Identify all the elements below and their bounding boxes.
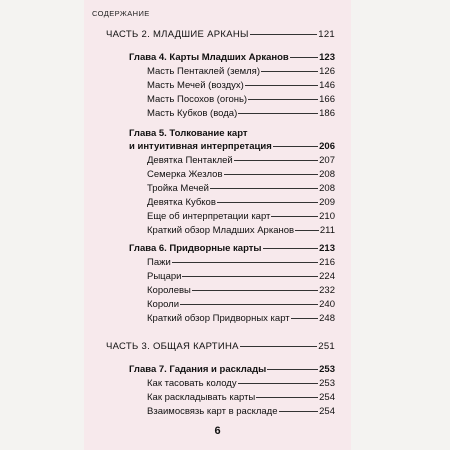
toc-item[interactable] (147, 183, 335, 195)
toc-item[interactable] (147, 169, 335, 181)
toc-entry-title: Масть Мечей (воздух) (147, 80, 244, 91)
toc-entry-page: 254 (319, 406, 335, 417)
toc-entry-page: 248 (319, 313, 335, 324)
leader-line (290, 57, 318, 58)
toc-entry-title: Как тасовать колоду (147, 378, 237, 389)
toc-item[interactable] (147, 271, 335, 283)
toc-entry-title: Как раскладывать карты (147, 392, 256, 403)
toc-item[interactable] (147, 392, 335, 404)
toc-item[interactable] (147, 257, 335, 269)
toc-item[interactable] (147, 197, 335, 209)
toc-entry-title: Девятка Пентаклей (147, 155, 233, 166)
toc-entry-page: 208 (319, 183, 335, 194)
leader-line (240, 346, 317, 347)
leader-line (180, 304, 318, 305)
toc-item[interactable] (147, 155, 335, 167)
toc-item[interactable] (147, 285, 335, 297)
toc-item[interactable] (147, 94, 335, 106)
leader-line (217, 202, 318, 203)
leader-line (250, 34, 318, 35)
toc-chapter-5[interactable] (129, 141, 335, 153)
toc-entry-page: 123 (319, 52, 335, 63)
leader-line (238, 113, 318, 114)
toc-entry-page: 146 (319, 80, 335, 91)
toc-entry-page: 166 (319, 94, 335, 105)
toc-entry-page: 232 (319, 285, 335, 296)
toc-item[interactable] (147, 406, 335, 418)
toc-entry-title: Рыцари (147, 271, 182, 282)
toc-chapter-7[interactable] (129, 364, 335, 376)
leader-line (224, 174, 319, 175)
leader-line (263, 248, 319, 249)
toc-entry-page: 206 (319, 141, 335, 152)
toc-entry-title: Глава 4. Карты Младших Арканов (129, 52, 289, 63)
toc-item[interactable] (147, 108, 335, 120)
toc-entry-page: 210 (319, 211, 335, 222)
toc-entry-page: 186 (319, 108, 335, 119)
toc-entry-page: 207 (319, 155, 335, 166)
toc-chapter-5-title-line1: Глава 5. Толкование карт (129, 128, 248, 139)
toc-entry-page: 251 (318, 341, 335, 352)
toc-entry-title: Королевы (147, 285, 191, 296)
book-page (84, 0, 351, 450)
toc-entry-page: 254 (319, 392, 335, 403)
toc-entry-title: Пажи (147, 257, 171, 268)
toc-entry-title: Взаимосвязь карт в раскладе (147, 406, 278, 417)
running-head: СОДЕРЖАНИЕ (92, 9, 150, 18)
toc-part-3[interactable] (106, 341, 335, 353)
page-number: 6 (214, 425, 221, 437)
toc-entry-title: Семерка Жезлов (147, 169, 223, 180)
toc-entry-page: 121 (318, 29, 335, 40)
toc-item[interactable] (147, 299, 335, 311)
leader-line (279, 411, 319, 412)
toc-entry-page: 253 (319, 378, 335, 389)
toc-entry-title: ЧАСТЬ 2. МЛАДШИЕ АРКАНЫ (106, 29, 249, 40)
leader-line (256, 397, 318, 398)
toc-entry-title: Короли (147, 299, 180, 310)
toc-item[interactable] (147, 80, 335, 92)
toc-entry-title: Еще об интерпретации карт (147, 211, 271, 222)
toc-item[interactable] (147, 313, 335, 325)
leader-line (271, 216, 318, 217)
leader-line (172, 262, 318, 263)
toc-chapter-6[interactable] (129, 243, 335, 255)
leader-line (210, 188, 318, 189)
toc-entry-page: 253 (319, 364, 335, 375)
toc-item[interactable] (147, 225, 335, 237)
leader-line (248, 99, 318, 100)
toc-entry-title: Краткий обзор Младших Арканов (147, 225, 295, 236)
toc-entry-title: Глава 7. Гадания и расклады (129, 364, 267, 375)
leader-line (261, 71, 318, 72)
toc-entry-page: 211 (319, 225, 335, 236)
toc-entry-title: Краткий обзор Придворных карт (147, 313, 290, 324)
toc-entry-page: 224 (319, 271, 335, 282)
toc-entry-page: 213 (319, 243, 335, 254)
toc-entry-page: 216 (319, 257, 335, 268)
leader-line (238, 383, 319, 384)
leader-line (267, 369, 318, 370)
leader-line (192, 290, 318, 291)
toc-entry-title: ЧАСТЬ 3. ОБЩАЯ КАРТИНА (106, 341, 239, 352)
toc-part-2[interactable] (106, 29, 335, 41)
toc-item[interactable] (147, 66, 335, 78)
toc-entry-page: 208 (319, 169, 335, 180)
toc-entry-title: Девятка Кубков (147, 197, 216, 208)
toc-entry-title: Глава 6. Придворные карты (129, 243, 262, 254)
toc-entry-title: и интуитивная интерпретация (129, 141, 272, 152)
toc-entry-title: Масть Пентаклей (земля) (147, 66, 260, 77)
leader-line (182, 276, 318, 277)
leader-line (295, 230, 319, 231)
leader-line (291, 318, 319, 319)
toc-entry-title: Масть Посохов (огонь) (147, 94, 248, 105)
toc-item[interactable] (147, 378, 335, 390)
toc-item[interactable] (147, 211, 335, 223)
leader-line (273, 146, 318, 147)
toc-entry-page: 126 (319, 66, 335, 77)
toc-entry-title: Масть Кубков (вода) (147, 108, 238, 119)
toc-entry-title: Тройка Мечей (147, 183, 209, 194)
toc-entry-page: 209 (319, 197, 335, 208)
toc-chapter-4[interactable] (129, 52, 335, 64)
toc-entry-page: 240 (319, 299, 335, 310)
leader-line (245, 85, 318, 86)
leader-line (234, 160, 318, 161)
